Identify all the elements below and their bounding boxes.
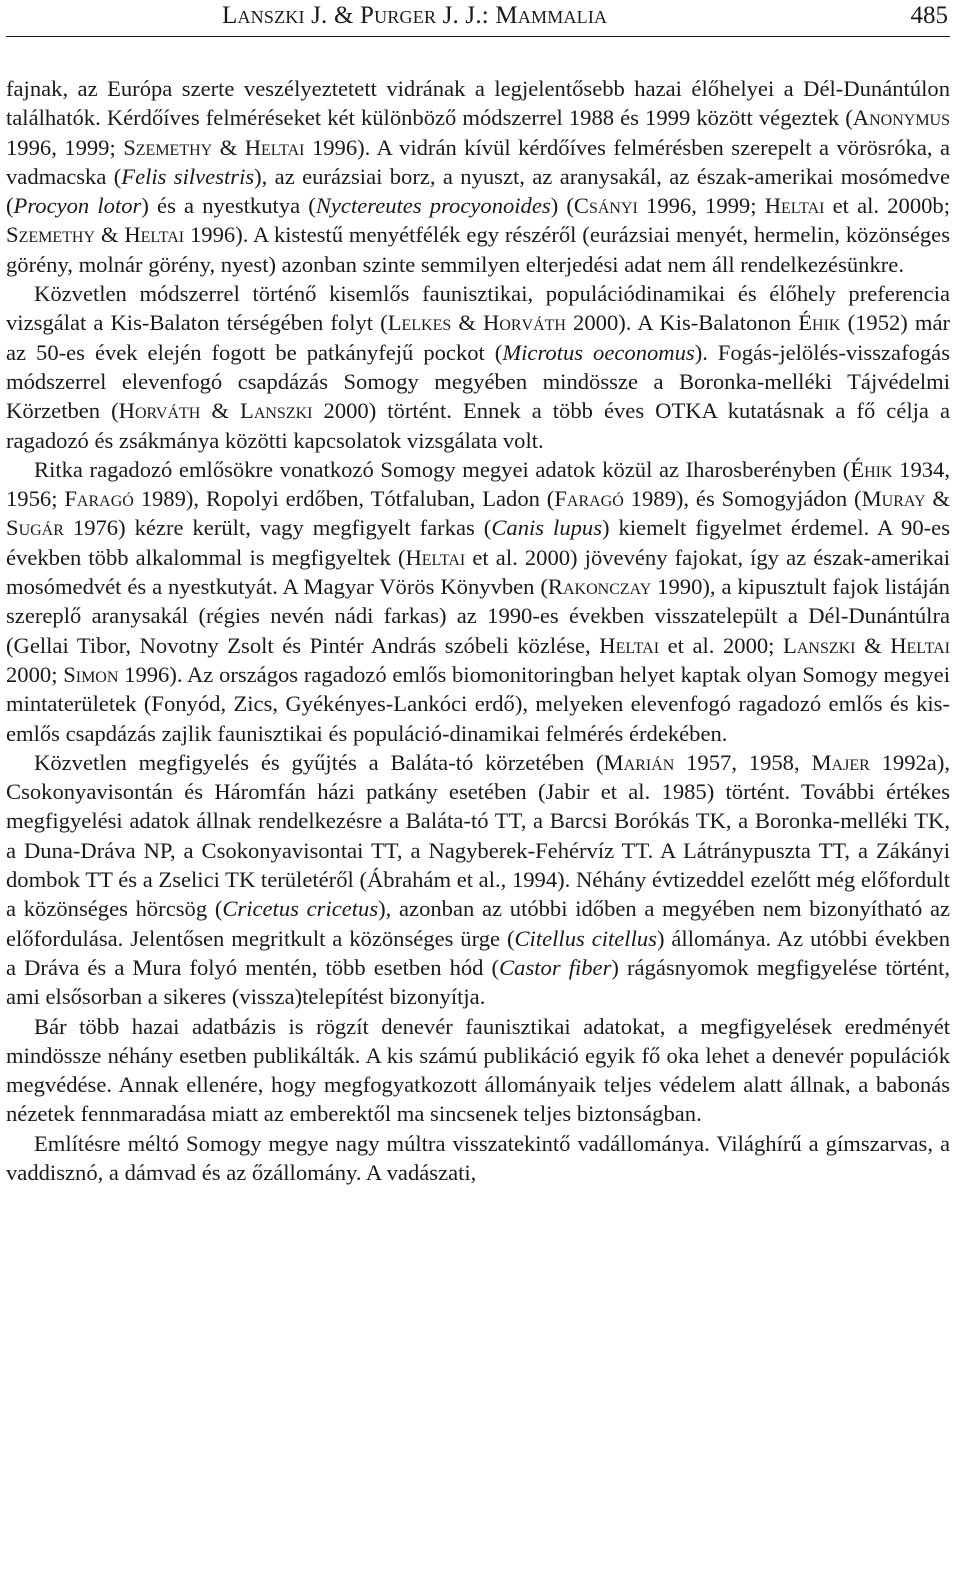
species-name: Canis lupus bbox=[491, 515, 603, 541]
running-header bbox=[6, 0, 950, 37]
text-run: 2000) történt. Ennek a több éves OTKA kutatásnak a fő célja a ragadozó és zsákmánya közötti kapcsolatok vizsgálata volt. bbox=[6, 398, 950, 453]
text-run: ), azonban az utóbbi időben a megyében nem bizonyítható az előfordulása. Jelentősen megritkult a közönséges ürge ( bbox=[6, 896, 951, 951]
species-name: Nyctereutes procyonoides bbox=[315, 193, 551, 219]
author-citation: Heltai bbox=[405, 544, 466, 570]
text-run: ), az eurázsiai borz, a nyuszt, az aranysakál, az észak-amerikai mosómedve ( bbox=[6, 163, 950, 219]
author-citation: Muray bbox=[861, 486, 926, 512]
text-run: 1996). Az országos ragadozó emlős biomonitoringban helyet kaptak olyan Somogy megyei mintaterületek (Fonyód, Zics, Gyékényes-Lankóci erdő), melyeken elevenfogó ragadozó emlős és kisemlős csapdázás zajlik faunisztikai és populáció-dinamikai felmérés érdekében. bbox=[6, 661, 950, 746]
author-citation: Heltai bbox=[599, 632, 660, 658]
text-run: ) kiemelt figyelmet érdemel. A 90-es években több alkalommal is megfigyeltek ( bbox=[6, 515, 950, 570]
text-run: ) állománya. Az utóbbi években a Dráva és a Mura folyó mentén, több esetben hód ( bbox=[6, 925, 950, 980]
species-name: Procyon lotor bbox=[13, 193, 142, 219]
text-run: 1996). A vidrán kívül kérdőíves felmérésben szerepelt a vörösróka, a vadmacska ( bbox=[6, 134, 950, 189]
text-run: Említésre méltó Somogy megye nagy múltra visszatekintő vadállománya. Világhírű a gímszarvas, a vaddisznó, a dámvad és az őzállomány. A vadászati, bbox=[6, 1130, 950, 1185]
author-citation: Simon bbox=[63, 661, 119, 687]
author-citation: Horváth bbox=[483, 310, 566, 336]
text-run: 1989), Ropolyi erdőben, Tótfaluban, Ladon ( bbox=[133, 486, 555, 512]
paragraph-1 bbox=[6, 74, 950, 279]
paragraph-3 bbox=[6, 455, 950, 748]
author-citation: Heltai bbox=[764, 193, 825, 219]
author-citation: Majer bbox=[811, 749, 870, 775]
text-run: ) ( bbox=[550, 193, 574, 219]
author-citation: Lanszki bbox=[783, 632, 856, 658]
author-citation: Lanszki bbox=[240, 398, 313, 424]
document-page bbox=[6, 0, 950, 1588]
text-run: Közvetlen megfigyelés és gyűjtés a Baláta-tó körzetében ( bbox=[34, 749, 604, 775]
text-run: 1976) kézre került, vagy megfigyelt farkas ( bbox=[63, 515, 492, 541]
text-run: et al. 2000b; bbox=[824, 193, 950, 219]
text-run: 2000). A Kis-Balatonon bbox=[565, 310, 799, 336]
text-run: & bbox=[200, 398, 241, 424]
species-name: Felis silvestris bbox=[121, 163, 255, 189]
author-citation: Rakonczay bbox=[547, 574, 652, 600]
author-citation: Heltai bbox=[124, 222, 185, 248]
paragraph-2 bbox=[6, 279, 950, 455]
text-run: ) rágásnyomok megfigyelése történt, ami elsősorban a sikeres (vissza)telepítést bizonyítja. bbox=[6, 954, 950, 1010]
text-run: 1996, 1999; bbox=[637, 193, 765, 219]
text-run: 1989), és Somogyjádon ( bbox=[623, 486, 862, 512]
text-run: Ritka ragadozó emlősökre vonatkozó Somogy megyei adatok közül az Iharosberényben ( bbox=[34, 456, 851, 482]
text-run: Közvetlen módszerrel történő kisemlős faunisztikai, populációdinamikai és élőhely preferencia vizsgálat a Kis-Balaton térségében folyt ( bbox=[6, 281, 950, 336]
author-citation: Faragó bbox=[554, 486, 624, 512]
author-citation: Heltai bbox=[890, 632, 950, 658]
text-run: 1957, 1958, bbox=[674, 749, 812, 775]
text-run: Bár több hazai adatbázis is rögzít denevér faunisztikai adatokat, a megfigyelések eredményét mindössze néhány esetben publikálták. A kis számú publikáció egyik fő oka lehet a denevér populációk megvédése. Annak ellenére, hogy megfogyatkozott állományaik teljes védelem alatt állnak, a babonás nézetek fennmaradása miatt az emberektől ma sincsenek teljes biztonságban. bbox=[6, 1013, 950, 1127]
text-run: (1952) már az 50-es évek elején fogott be patkányfejű pockot ( bbox=[6, 310, 951, 365]
author-citation: Faragó bbox=[64, 486, 134, 512]
text-run: et al. 2000; bbox=[659, 632, 784, 658]
text-run: & bbox=[855, 632, 891, 658]
author-citation: Sugár bbox=[6, 515, 64, 541]
author-citation: Éhik bbox=[850, 456, 893, 482]
running-title: Lanszki J. & Purger J. J.: Mammalia bbox=[222, 2, 608, 29]
paragraph-6 bbox=[6, 1129, 950, 1188]
text-run: 1934, 1956; bbox=[6, 456, 950, 512]
text-run: 1990), a kipusztult fajok listáján szereplő aranysakál (régies nevén nádi farkas) az 1990-es években visszatelepült a Dél-Dunántúlra (Gellai Tibor, Novotny Zsolt és Pintér András szóbeli közlése, bbox=[6, 574, 950, 658]
text-run: ). Fogás-jelölés-visszafogás módszerrel elevenfogó csapdázás Somogy megyében mindössze a Boronka-melléki Tájvédelmi Körzetben ( bbox=[6, 339, 951, 424]
text-run: 1996, 1999; bbox=[6, 134, 124, 160]
text-run: & bbox=[451, 310, 483, 336]
text-run: 2000; bbox=[6, 661, 64, 687]
text-run: & bbox=[212, 134, 245, 160]
species-name: Microtus oeconomus bbox=[502, 339, 695, 365]
text-run: & bbox=[95, 222, 125, 248]
text-run: & bbox=[925, 486, 950, 512]
author-citation: Éhik bbox=[798, 310, 841, 336]
author-citation: Horváth bbox=[118, 398, 201, 424]
page-number: 485 bbox=[910, 2, 948, 29]
text-run: et al. 2000) jövevény fajokat, így az észak-amerikai mosómedvét és a nyestkutyát. A Magyar Vörös Könyvben ( bbox=[6, 544, 950, 600]
author-citation: Marián bbox=[603, 749, 675, 775]
species-name: Citellus citellus bbox=[514, 925, 657, 951]
paragraph-4 bbox=[6, 748, 950, 1012]
text-run: fajnak, az Európa szerte veszélyeztetett vidrának a legjelentősebb hazai élőhelyei a Dél-Dunántúlon találhatók. Kérdőíves felméréseket két különböző módszerrel 1988 és 1999 között végeztek ( bbox=[6, 76, 950, 131]
author-citation: Lelkes bbox=[387, 310, 452, 336]
author-citation: Heltai bbox=[244, 134, 305, 160]
species-name: Cricetus cricetus bbox=[222, 896, 379, 922]
author-citation: Csányi bbox=[573, 193, 638, 219]
author-citation: Anonymus bbox=[852, 105, 950, 131]
paragraph-5 bbox=[6, 1012, 950, 1129]
author-citation: Szemethy bbox=[123, 134, 213, 160]
text-run: 1992a), Csokonyavisontán és Háromfán házi patkány esetében (Jabir et al. 1985) történt. További értékes megfigyelési adatok állnak rendelkezésre a Baláta-tó TT, a Barcsi Borókás TK, a Boronka-melléki TK, a Duna-Dráva NP, a Csokonyavisontai TT, a Nagyberek-Fehérvíz TT. A Látránypuszta TT, a Zákányi dombok TT és a Zselici TK területéről (Ábrahám et al., 1994). Néhány évtizeddel ezelőtt még előfordult a közönséges hörcsög ( bbox=[6, 749, 950, 922]
body-text bbox=[6, 74, 950, 1187]
author-citation: Szemethy bbox=[6, 222, 95, 248]
text-run: ) és a nyestkutya ( bbox=[141, 193, 316, 219]
species-name: Castor fiber bbox=[499, 954, 612, 980]
text-run: 1996). A kistestű menyétfélék egy részéről (eurázsiai menyét, hermelin, közönséges görény, molnár görény, nyest) azonban szinte semmilyen elterjedési adat nem áll rendelkezésünkre. bbox=[6, 222, 950, 277]
